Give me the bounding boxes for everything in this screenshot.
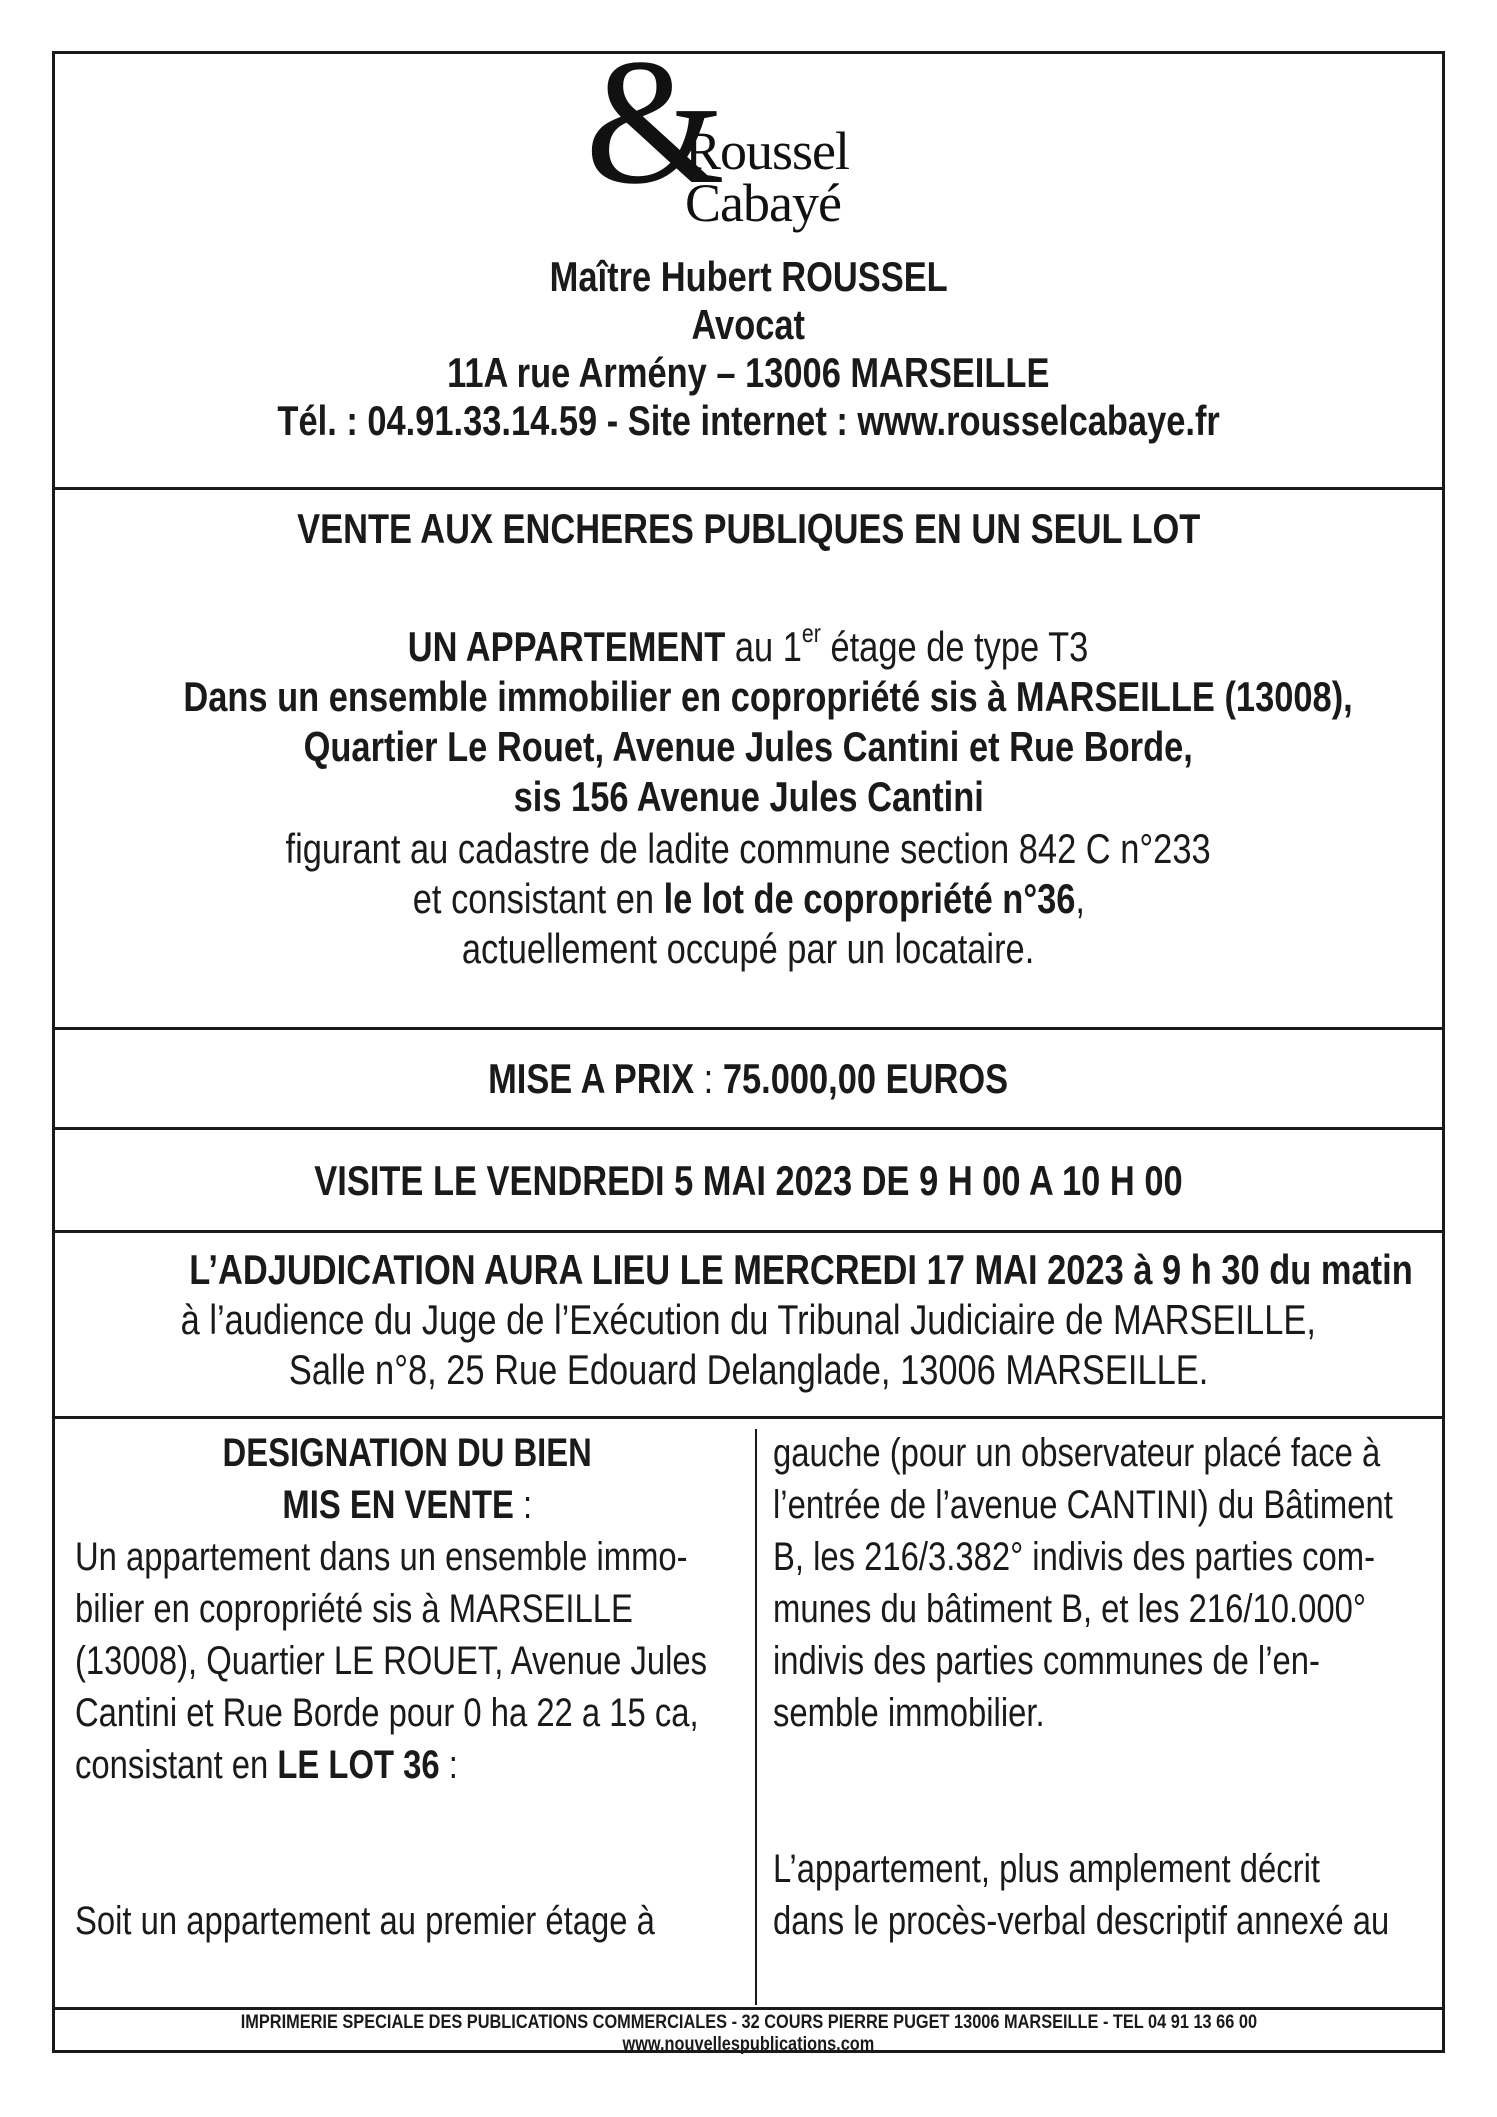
left-line-lot xyxy=(75,1739,458,1791)
sale-line-5: figurant au cadastre de ladite commune section 842 C n°233 xyxy=(285,825,1212,872)
lot-colon: : xyxy=(439,1743,458,1787)
left-line-2: bilier en copropriété sis à MARSEILLE xyxy=(75,1587,633,1631)
sale-line-7: actuellement occupé par un locataire. xyxy=(462,925,1035,972)
printer-address: IMPRIMERIE SPECIALE DES PUBLICATIONS COMMERCIALES - 32 COURS PIERRE PUGET 13006 MARSEILLE - TEL 04 91 13 66 00 xyxy=(240,2012,1257,2033)
roussel-cabaye-logo xyxy=(585,22,915,236)
right-line-3: B, les 216/3.382° indivis des parties com- xyxy=(773,1535,1375,1579)
adjudication-line-3: Salle n°8, 25 Rue Edouard Delanglade, 13006 MARSEILLE. xyxy=(288,1346,1209,1393)
sale-heading: VENTE AUX ENCHERES PUBLIQUES EN UN SEUL LOT xyxy=(296,505,1201,552)
notice-frame xyxy=(52,22,1445,2055)
adjudication-line-2: à l’audience du Juge de l’Exécution du Tribunal Judiciaire de MARSEILLE, xyxy=(180,1296,1317,1343)
left-line-1: Un appartement dans un ensemble immo- xyxy=(75,1535,688,1579)
lawyer-name: Maître Hubert ROUSSEL xyxy=(549,253,948,300)
printer-footer xyxy=(55,2007,1442,2056)
price-label: MISE A PRIX xyxy=(488,1055,695,1102)
designation-title-1: DESIGNATION DU BIEN xyxy=(222,1431,593,1475)
sale-line-6 xyxy=(412,874,1084,924)
right-line-8: dans le procès-verbal descriptif annexé au xyxy=(773,1899,1390,1943)
left-line-4: Cantini et Rue Borde pour 0 ha 22 a 15 ca, xyxy=(75,1691,699,1735)
designation-title-bold: MIS EN VENTE xyxy=(282,1483,515,1527)
apartment-floor: au 1 xyxy=(725,623,803,670)
right-line-1: gauche (pour un observateur placé face à xyxy=(773,1431,1381,1475)
apartment-label: UN APPARTEMENT xyxy=(408,623,726,670)
lawyer-contact: Tél. : 04.91.33.14.59 - Site internet : www.rousselcabaye.fr xyxy=(277,397,1220,444)
right-line-7: L’appartement, plus amplement décrit xyxy=(773,1847,1320,1891)
lot-intro: et consistant en xyxy=(412,875,664,922)
left-line-last: Soit un appartement au premier étage à xyxy=(75,1899,655,1943)
lot-36-label: LE LOT 36 xyxy=(277,1743,440,1787)
designation-title-colon: : xyxy=(514,1483,533,1527)
starting-price xyxy=(55,1030,1442,1130)
logo-ampersand: & xyxy=(585,22,726,221)
sale-description xyxy=(55,490,1442,1030)
floor-superscript: er xyxy=(802,618,822,648)
price-separator: : xyxy=(694,1055,724,1102)
logo-line-roussel: Roussel xyxy=(685,121,850,181)
price-value: 75.000,00 EUROS xyxy=(723,1055,1009,1102)
apartment-line xyxy=(408,618,1089,672)
right-line-5: indivis des parties communes de l’en- xyxy=(773,1639,1320,1683)
lot-consist: consistant en xyxy=(75,1743,278,1787)
lawyer-title: Avocat xyxy=(691,301,806,348)
adjudication-line-1: L’ADJUDICATION AURA LIEU LE MERCREDI 17 MAI 2023 à 9 h 30 du matin xyxy=(189,1246,1413,1293)
column-divider xyxy=(755,1429,757,2005)
right-line-2: l’entrée de l’avenue CANTINI) du Bâtiment xyxy=(773,1483,1393,1527)
visit-info xyxy=(55,1130,1442,1233)
sale-line-4: sis 156 Avenue Jules Cantini xyxy=(513,773,984,820)
right-line-6: semble immobilier. xyxy=(773,1691,1045,1735)
lot-comma: , xyxy=(1075,875,1085,922)
right-line-4: munes du bâtiment B, et les 216/10.000° xyxy=(773,1587,1366,1631)
sale-line-3: Quartier Le Rouet, Avenue Jules Cantini et Rue Borde, xyxy=(303,723,1194,770)
designation-section xyxy=(55,1419,1442,2004)
printer-website[interactable]: www.nouvellespublications.com xyxy=(622,2034,875,2055)
adjudication-info xyxy=(55,1233,1442,1419)
visit-text: VISITE LE VENDREDI 5 MAI 2023 DE 9 H 00 A 10 H 00 xyxy=(314,1157,1183,1204)
apartment-type: étage de type T3 xyxy=(821,623,1089,670)
sale-line-2: Dans un ensemble immobilier en copropriété sis à MARSEILLE (13008), xyxy=(183,673,1353,720)
logo-line-cabaye: Cabayé xyxy=(685,173,841,233)
lawyer-address: 11A rue Armény – 13006 MARSEILLE xyxy=(447,349,1050,396)
left-line-3: (13008), Quartier LE ROUET, Avenue Jules xyxy=(75,1639,708,1683)
lot-number: le lot de copropriété n°36 xyxy=(663,875,1076,922)
lawyer-header xyxy=(55,22,1442,490)
designation-title-2 xyxy=(283,1479,533,1531)
price-line xyxy=(488,1054,1008,1104)
